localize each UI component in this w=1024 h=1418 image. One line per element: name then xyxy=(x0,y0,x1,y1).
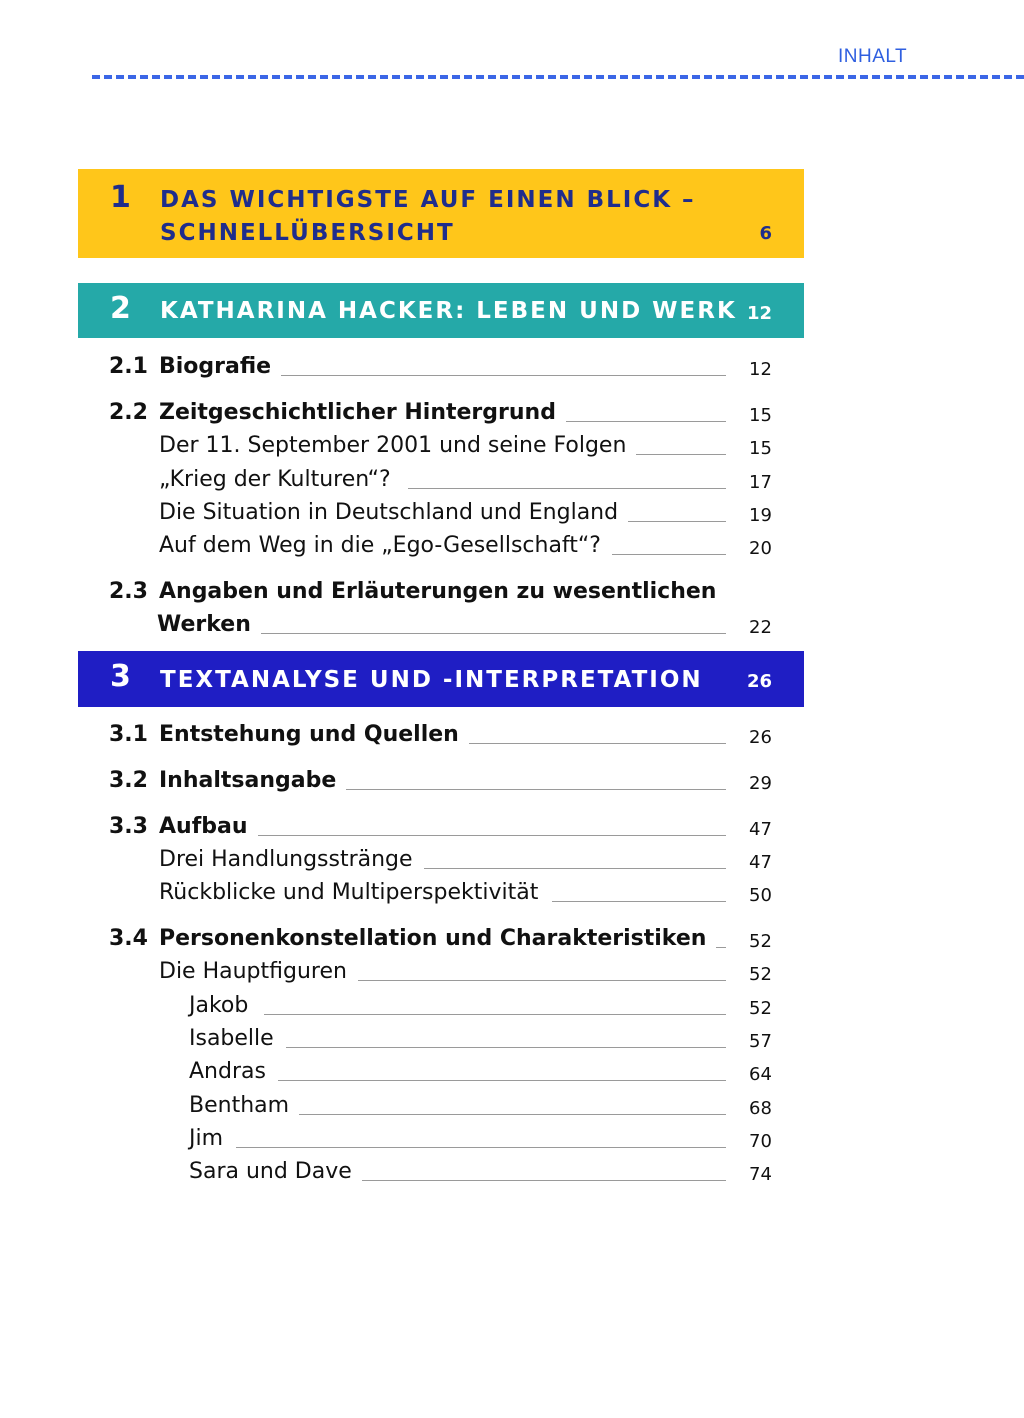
toc-subentry[interactable] xyxy=(0,844,1024,876)
toc-page-number: 17 xyxy=(749,472,772,493)
section-title: Personenkonstellation und Charakteristiken xyxy=(159,926,707,951)
toc-page-number: 57 xyxy=(749,1031,772,1052)
toc-entry-label-continued: Werken xyxy=(157,609,261,641)
dot-leader xyxy=(258,633,726,634)
toc-page-number: 26 xyxy=(749,727,772,748)
chapter-3-band[interactable] xyxy=(78,651,804,707)
header-dashed-rule xyxy=(92,75,1024,79)
dot-leader xyxy=(424,868,726,869)
chapter-title: KATHARINA HACKER: LEBEN UND WERK xyxy=(160,298,737,324)
section-title: Zeitgeschichtlicher Hintergrund xyxy=(159,400,556,425)
toc-page-number: 12 xyxy=(749,359,772,380)
dot-leader xyxy=(358,980,726,981)
chapter-page-number: 6 xyxy=(759,223,772,244)
toc-entry-3-4[interactable] xyxy=(0,923,1024,955)
toc-entry-2-3-line-1[interactable] xyxy=(109,576,716,608)
toc-entry-label xyxy=(109,765,346,797)
chapter-title-line-2: SCHNELLÜBERSICHT xyxy=(160,220,455,246)
toc-page-number: 19 xyxy=(749,505,772,526)
section-number: 3.2 xyxy=(109,768,148,793)
toc-subsubentry[interactable] xyxy=(0,1056,1024,1088)
toc-page-number: 47 xyxy=(749,819,772,840)
toc-entry-label: Drei Handlungsstränge xyxy=(159,844,423,876)
toc-entry-3-2[interactable] xyxy=(0,765,1024,797)
chapter-2-band[interactable] xyxy=(78,283,804,338)
toc-subsubentry[interactable] xyxy=(0,1023,1024,1055)
toc-page-number: 47 xyxy=(749,852,772,873)
chapter-1-band[interactable] xyxy=(78,169,804,258)
toc-subentry[interactable] xyxy=(0,877,1024,909)
toc-entry-label: Sara und Dave xyxy=(189,1156,362,1188)
toc-entry-label xyxy=(109,719,469,751)
dot-leader xyxy=(278,1080,726,1081)
toc-entry-label xyxy=(109,397,566,429)
dot-leader xyxy=(272,375,726,376)
toc-entry-label: Der 11. September 2001 und seine Folgen xyxy=(159,430,636,462)
dot-leader xyxy=(446,743,726,744)
section-number: 2.1 xyxy=(109,354,148,379)
section-title: Biografie xyxy=(159,354,272,379)
toc-subsubentry[interactable] xyxy=(0,1123,1024,1155)
section-title: Entstehung und Quellen xyxy=(159,722,459,747)
toc-entry-label: „Krieg der Kulturen“? xyxy=(159,464,401,496)
dot-leader xyxy=(538,421,726,422)
toc-page-number: 29 xyxy=(749,773,772,794)
toc-page-number: 74 xyxy=(749,1164,772,1185)
section-title: Inhaltsangabe xyxy=(159,768,337,793)
section-title: Aufbau xyxy=(159,814,248,839)
toc-subentry[interactable] xyxy=(0,497,1024,529)
toc-page-number: 70 xyxy=(749,1131,772,1152)
toc-entry-label: Rückblicke und Multiperspektivität xyxy=(159,877,548,909)
dot-leader xyxy=(236,1147,726,1148)
chapter-title-line-1: DAS WICHTIGSTE AUF EINEN BLICK – xyxy=(160,187,696,213)
toc-page-number: 68 xyxy=(749,1098,772,1119)
toc-entry-2-2[interactable] xyxy=(0,397,1024,429)
toc-entry-label: Bentham xyxy=(189,1090,299,1122)
dot-leader xyxy=(286,1047,726,1048)
toc-subentry[interactable] xyxy=(0,464,1024,496)
toc-page-number: 22 xyxy=(749,617,772,638)
section-number: 2.3 xyxy=(109,579,148,604)
dot-leader xyxy=(632,454,726,455)
dot-leader xyxy=(360,1180,726,1181)
dot-leader xyxy=(330,789,726,790)
toc-page-number: 52 xyxy=(749,931,772,952)
section-number: 3.4 xyxy=(109,926,148,951)
section-title: Angaben und Erläuterungen zu wesentlichen xyxy=(159,579,717,604)
chapter-number: 2 xyxy=(110,291,131,326)
section-number: 2.2 xyxy=(109,400,148,425)
toc-entry-label: Die Situation in Deutschland und England xyxy=(159,497,628,529)
toc-page-number: 15 xyxy=(749,405,772,426)
running-head: INHALT xyxy=(838,46,908,67)
dot-leader xyxy=(552,901,726,902)
dot-leader xyxy=(612,554,726,555)
toc-page-number: 52 xyxy=(749,998,772,1019)
chapter-title: TEXTANALYSE UND -INTERPRETATION xyxy=(160,667,703,693)
toc-page-number: 15 xyxy=(749,438,772,459)
toc-entry-label xyxy=(109,351,281,383)
chapter-number: 1 xyxy=(110,180,131,215)
toc-subentry[interactable] xyxy=(0,430,1024,462)
chapter-title xyxy=(160,184,696,250)
toc-entry-3-3[interactable] xyxy=(0,811,1024,843)
dot-leader xyxy=(264,1014,726,1015)
section-number: 3.1 xyxy=(109,722,148,747)
toc-entry-2-3[interactable] xyxy=(0,609,1024,641)
toc-entry-label xyxy=(109,811,258,843)
toc-page-number: 50 xyxy=(749,885,772,906)
dot-leader xyxy=(250,835,726,836)
toc-subentry[interactable] xyxy=(0,956,1024,988)
chapter-number: 3 xyxy=(110,659,131,694)
toc-entry-label: Jakob xyxy=(189,990,258,1022)
toc-subsubentry[interactable] xyxy=(0,990,1024,1022)
toc-entry-label: Isabelle xyxy=(189,1023,284,1055)
toc-subsubentry[interactable] xyxy=(0,1090,1024,1122)
toc-page-number: 64 xyxy=(749,1064,772,1085)
chapter-page-number: 26 xyxy=(746,671,772,692)
toc-entry-2-1[interactable] xyxy=(0,351,1024,383)
toc-entry-label: Andras xyxy=(189,1056,276,1088)
toc-entry-label xyxy=(109,923,716,955)
dot-leader xyxy=(298,1114,726,1115)
dot-leader xyxy=(408,488,726,489)
dot-leader xyxy=(627,521,726,522)
toc-entry-label: Die Hauptfiguren xyxy=(159,956,357,988)
toc-page-number: 52 xyxy=(749,964,772,985)
section-number: 3.3 xyxy=(109,814,148,839)
toc-subentry[interactable] xyxy=(0,530,1024,562)
toc-subsubentry[interactable] xyxy=(0,1156,1024,1188)
toc-entry-3-1[interactable] xyxy=(0,719,1024,751)
toc-entry-label: Jim xyxy=(189,1123,233,1155)
toc-page-number: 20 xyxy=(749,538,772,559)
chapter-page-number: 12 xyxy=(746,303,772,324)
toc-entry-label: Auf dem Weg in die „Ego-Gesellschaft“? xyxy=(159,530,611,562)
